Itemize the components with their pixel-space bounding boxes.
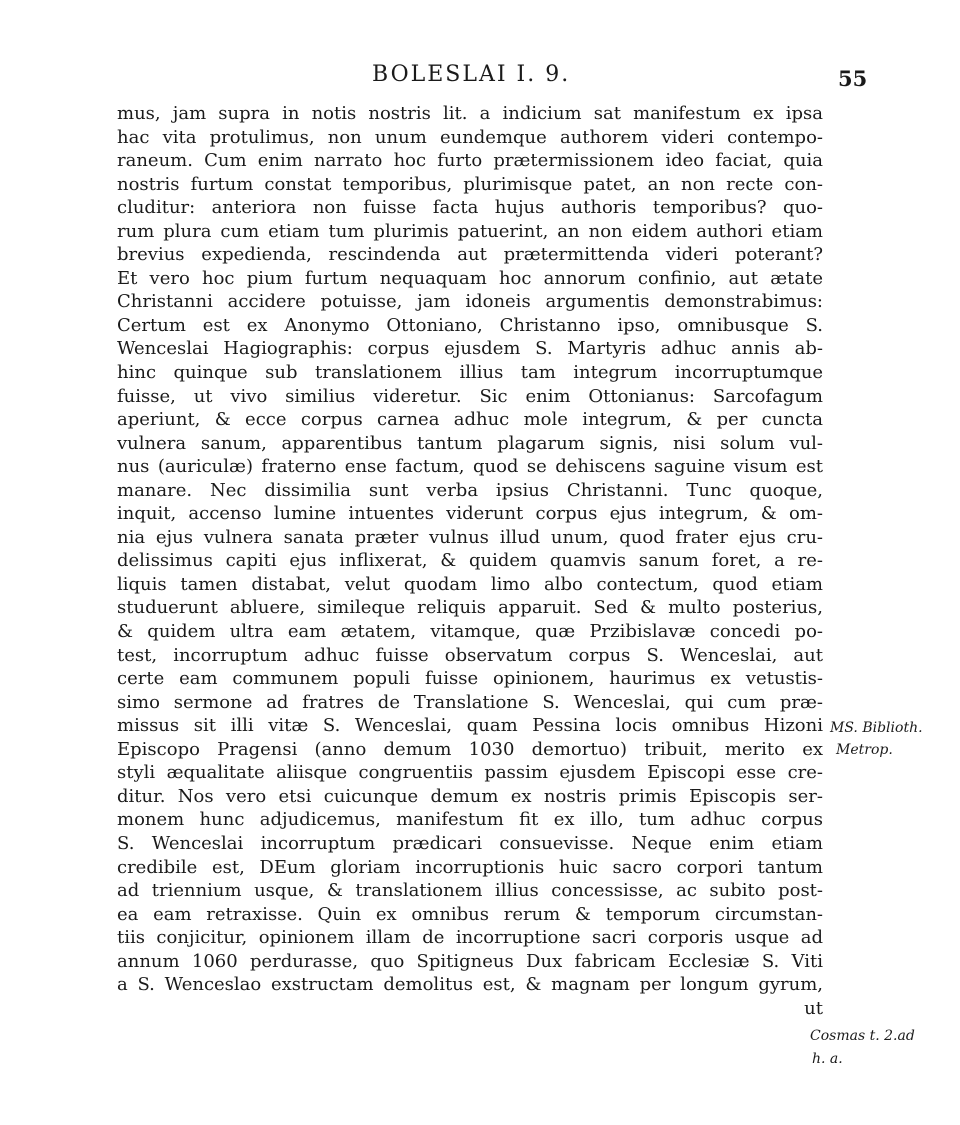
text-line: monem hunc adjudicemus, manifestum fit ex illo, tum adhuc corpus xyxy=(117,809,823,831)
text-line: ditur. Nos vero etsi cuicunque demum ex nostris primis Episcopis ser- xyxy=(117,785,823,807)
text-line: styli æqualitate aliisque congruentiis passim ejusdem Episcopi esse cre- xyxy=(117,762,823,784)
text-line: vulnera sanum, apparentibus tantum plagarum signis, nisi solum vul- xyxy=(117,432,823,454)
text-line: missus sit illi vitæ S. Wenceslai, quam Pessina locis omnibus Hizoni xyxy=(117,715,823,737)
text-line: nia ejus vulnera sanata præter vulnus illud unum, quod frater ejus cru- xyxy=(117,526,823,548)
text-line: tiis conjicitur, opinionem illam de incorruptione sacri corporis usque ad xyxy=(117,927,823,949)
text-line: rum plura cum etiam tum plurimis patuerint, an non eidem authori etiam xyxy=(117,220,823,242)
page-number: 55 xyxy=(838,66,868,91)
margin-note: h. a. xyxy=(812,1051,843,1067)
margin-note: Metrop. xyxy=(836,742,893,758)
text-line: nostris furtum constat temporibus, plurimisque patet, an non recte con- xyxy=(117,173,823,195)
text-line: cluditur: anteriora non fuisse facta hujus authoris temporibus? quo- xyxy=(117,197,823,219)
text-line: Et vero hoc pium furtum nequaquam hoc annorum confinio, aut ætate xyxy=(117,267,823,289)
text-line: Episcopo Pragensi (anno demum 1030 demortuo) tribuit, merito ex xyxy=(117,738,823,760)
text-line: annum 1060 perdurasse, quo Spitigneus Dux fabricam Ecclesiæ S. Viti xyxy=(117,950,823,972)
text-line: & quidem ultra eam ætatem, vitamque, quæ Przibislavæ concedi po- xyxy=(117,621,823,643)
text-line: studuerunt abluere, simileque reliquis apparuit. Sed & multo posterius, xyxy=(117,597,823,619)
text-line: mus, jam supra in notis nostris lit. a indicium sat manifestum ex ipsa xyxy=(117,103,823,124)
text-line: test, incorruptum adhuc fuisse observatum corpus S. Wenceslai, aut xyxy=(117,644,823,666)
text-line: S. Wenceslai incorruptum prædicari consuevisse. Neque enim etiam xyxy=(117,832,823,854)
running-head: BOLESLAI I. 9. xyxy=(372,62,571,87)
margin-note: MS. Biblioth. xyxy=(830,720,923,736)
text-line: simo sermone ad fratres de Translatione S. Wenceslai, qui cum præ- xyxy=(117,691,823,713)
text-line: credibile est, DEum gloriam incorruptionis huic sacro corpori tantum xyxy=(117,856,823,878)
text-line: ad triennium usque, & translationem illius concessisse, ac subito post- xyxy=(117,880,823,902)
text-line: Certum est ex Anonymo Ottoniano, Christanno ipso, omnibusque S. xyxy=(117,314,823,336)
text-line: raneum. Cum enim narrato hoc furto prætermissionem ideo faciat, quia xyxy=(117,150,823,172)
margin-note: Cosmas t. 2.ad xyxy=(810,1028,915,1044)
text-line: Christanni accidere potuisse, jam idoneis argumentis demonstrabimus: xyxy=(117,291,823,313)
text-line: nus (auriculæ) fraterno ense factum, quod se dehiscens saguine visum est xyxy=(117,456,823,478)
text-line: hinc quinque sub translationem illius tam integrum incorruptumque xyxy=(117,362,823,384)
text-line: delissimus capiti ejus inflixerat, & quidem quamvis sanum foret, a re- xyxy=(117,550,823,572)
text-line: brevius expedienda, rescindenda aut prætermittenda videri poterant? xyxy=(117,244,823,266)
text-line: certe eam communem populi fuisse opinionem, haurimus ex vetustis- xyxy=(117,668,823,690)
text-line: aperiunt, & ecce corpus carnea adhuc mole integrum, & per cuncta xyxy=(117,409,823,431)
text-line: ea eam retraxisse. Quin ex omnibus rerum & temporum circumstan- xyxy=(117,903,823,925)
text-line: ut xyxy=(804,997,823,1019)
text-line: manare. Nec dissimilia sunt verba ipsius Christanni. Tunc quoque, xyxy=(117,479,823,501)
body-text xyxy=(117,102,823,1020)
text-line: a S. Wenceslao exstructam demolitus est, & magnam per longum gyrum, xyxy=(117,974,823,996)
text-line: inquit, accenso lumine intuentes viderunt corpus ejus integrum, & om- xyxy=(117,503,823,525)
text-line: fuisse, ut vivo similius videretur. Sic enim Ottonianus: Sarcofagum xyxy=(117,385,823,407)
page-header xyxy=(0,62,960,96)
text-line: Wenceslai Hagiographis: corpus ejusdem S. Martyris adhuc annis ab- xyxy=(117,338,823,360)
text-line: hac vita protulimus, non unum eundemque authorem videri contempo- xyxy=(117,126,823,148)
text-line: liquis tamen distabat, velut quodam limo albo contectum, quod etiam xyxy=(117,573,823,595)
